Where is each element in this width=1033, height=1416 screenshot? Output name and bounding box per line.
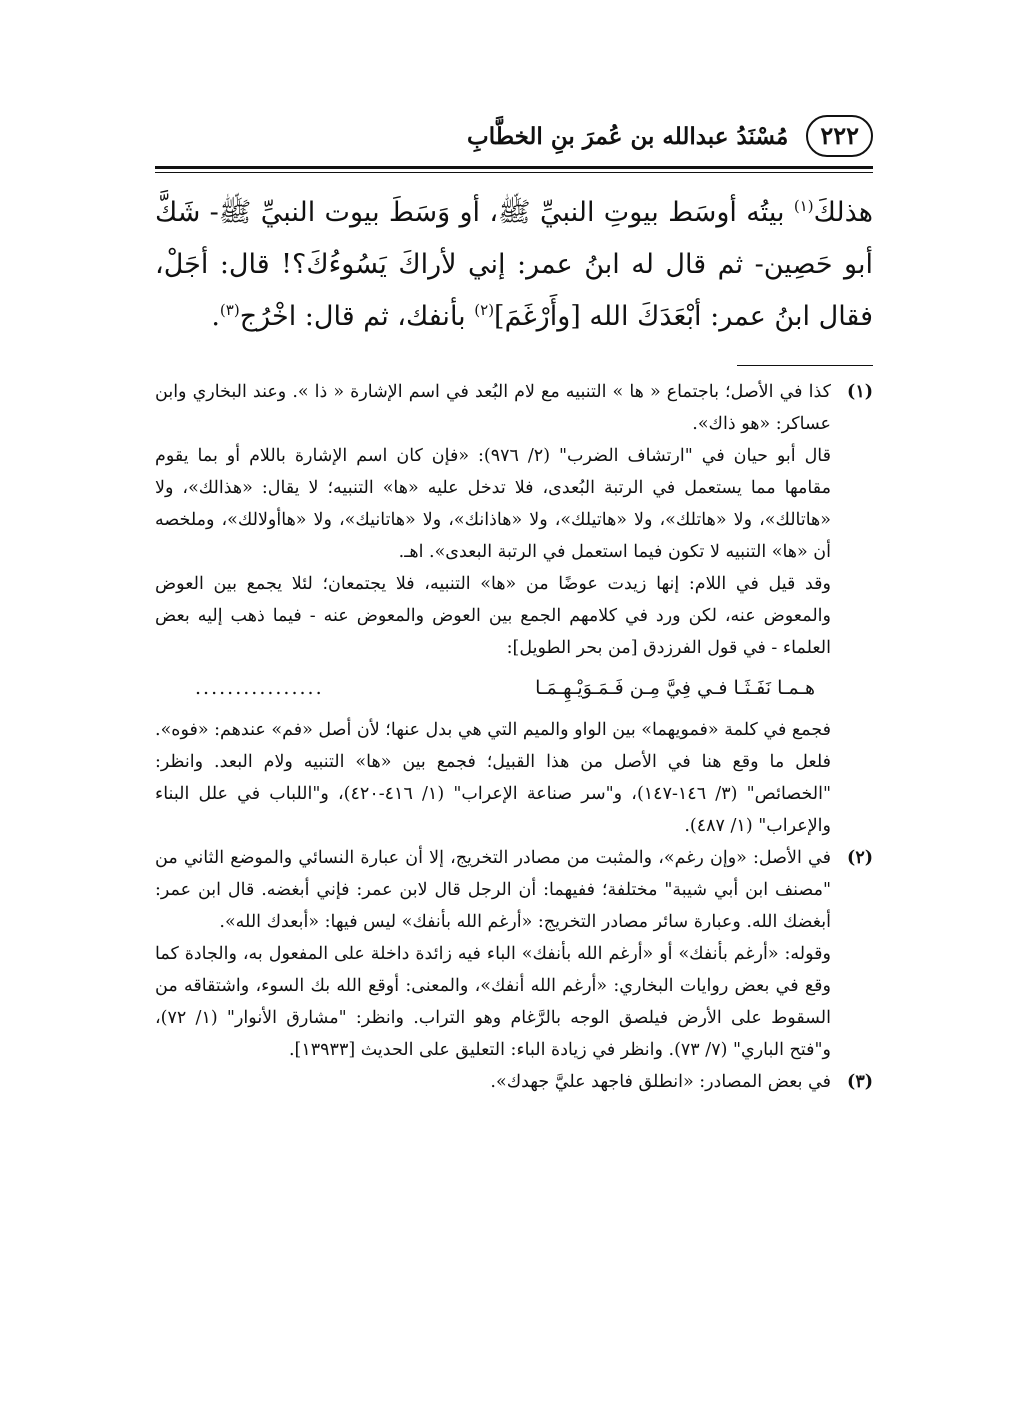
footnote-paragraph: في بعض المصادر: «انطلق فاجهد عليَّ جهدك». [490,1072,831,1092]
footnote-number: (٢) [847,848,873,868]
verse-first-hemistich: هـمـا نَفَـثَـا فـي فِيَّ مِـن فَـمَـوَيْـهِـمَـا [535,677,815,699]
poetry-verse [155,664,831,714]
footnote-separator [737,365,873,366]
header-title: مُسْنَدُ عبدالله بن عُمرَ بنِ الخطَّابِ [467,122,789,150]
header-rule [155,166,873,173]
main-text-segment: بأنفك، ثم قال: اخْرُج [239,301,475,332]
main-text-segment: بيتُه أوسَط بيوتِ النبيِّ ﷺ، أو وَسَطَ بيوت النبيِّ ﷺ- شَكَّ أبو حَصِين- ثم قال له ابنُ عمر: إني لأراكَ يَسُوءُكَ؟! قال: أجَلْ، فقال ابنُ عمر: أبْعَدَكَ الله [وأَرْغَمَ] [155,197,873,332]
footnote-body [155,1066,831,1098]
verse-second-hemistich: ................ [195,677,324,699]
footnote-2 [155,842,873,1066]
main-text [155,187,873,343]
page-number: ٢٢٢ [806,115,873,157]
footnotes [155,376,873,1098]
footnote-1 [155,376,873,842]
footnote-paragraph: كذا في الأصل؛ باجتماع « ها » التنبيه مع لام البُعد في اسم الإشارة « ذا ». وعند البخاري وابن عساكر: «هو ذاك». [155,382,831,434]
footnote-ref-3: (٣) [219,301,240,319]
footnote-paragraph: قال أبو حيان في "ارتشاف الضرب" (٢/ ٩٧٦): «فإن كان اسم الإشارة باللام أو بما يقوم مقامها مما يستعمل في الرتبة البُعدى، فلا تدخل عليه «ها» التنبيه؛ لا يقال: «هذالك»، ولا «هاتالك»، ولا «هاتلك»، ولا «هاتيلك»، ولا «هاذانك»، ولا «هاتانيك»، ولا «هاأولالك»، وملخصه أن «ها» التنبيه لا تكون فيما استعمل في الرتبة البعدى». اهـ. [155,446,831,562]
footnote-paragraph: وقد قيل في اللام: إنها زيدت عوضًا من «ها» التنبيه، فلا يجتمعان؛ لئلا يجمع بين العوض والمعوض عنه، لكن ورد في كلامهم الجمع بين العوض والمعوض عنه - فيما ذهب إليه بعض العلماء - في قول الفرزدق [من بحر الطويل]: [155,574,831,658]
footnote-ref-1: (١) [793,197,814,215]
footnote-body [155,842,831,1066]
footnote-paragraph: فجمع في كلمة «فمويهما» بين الواو والميم التي هي بدل عنها؛ لأن أصل «فم» عندهم: «فوه». فلعل ما وقع هنا في الأصل من هذا القبيل؛ فجمع بين «ها» التنبيه ولام البعد. وانظر: "الخصائص" (٣/ ١٤٦-١٤٧)، و"سر صناعة الإعراب" (١/ ٤١٦-٤٢٠)، و"اللباب في علل البناء والإعراب" (١/ ٤٨٧). [155,720,832,836]
main-text-segment: هذلكَ [813,197,873,228]
footnote-paragraph: وقوله: «أرغم بأنفك» أو «أرغم الله بأنفك» الباء فيه زائدة داخلة على المفعول به، والجادة كما وقع في بعض روايات البخاري: «أرغم الله أنفك»، والمعنى: أوقع الله بك السوء، واشتقاقه من السقوط على الأرض فيلصق الوجه بالرَّغام وهو التراب. وانظر: "مشارق الأنوار" (١/ ٧٢)، و"فتح الباري" (٧/ ٧٣). وانظر في زيادة الباء: التعليق على الحديث [١٣٩٣٣]. [155,944,831,1060]
footnote-number: (٣) [847,1072,873,1092]
footnote-3 [155,1066,873,1098]
running-header [155,110,873,162]
footnote-paragraph: في الأصل: «وإن رغم»، والمثبت من مصادر التخريج، إلا أن عبارة النسائي والموضع الثاني من "مصنف ابن أبي شيبة" مختلفة؛ ففيهما: أن الرجل قال لابن عمر: فإني أبغضه. قال ابن عمر: أبغضك الله. وعبارة سائر مصادر التخريج: «أرغم الله بأنفك» ليس فيها: «أبعدك الله». [155,848,831,932]
footnote-body [155,376,831,842]
footnote-number: (١) [847,382,873,402]
book-page [155,110,873,1098]
footnote-ref-2: (٢) [474,301,495,319]
main-text-segment: . [211,301,220,332]
